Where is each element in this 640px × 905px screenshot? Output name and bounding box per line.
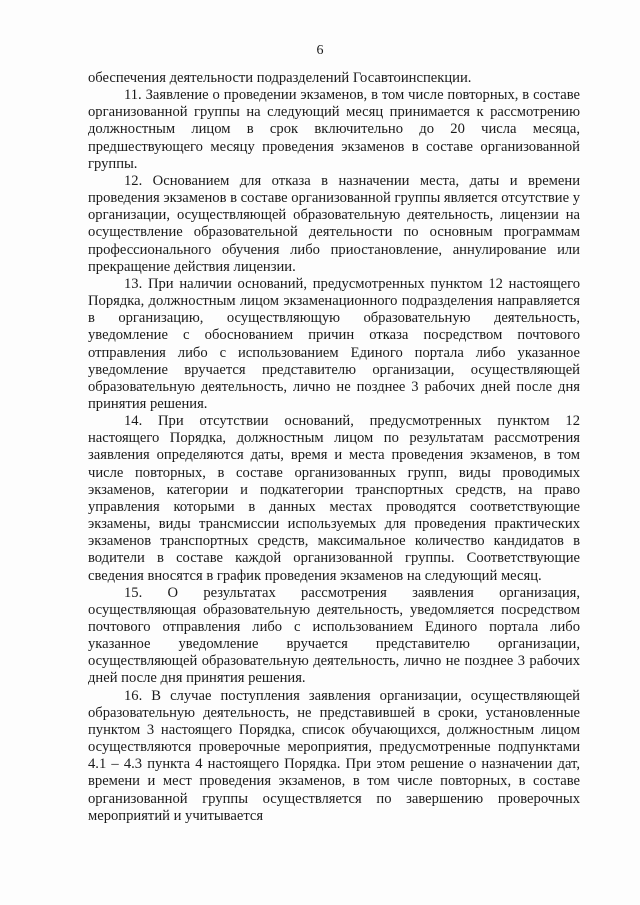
paragraph-13: 13. При наличии оснований, предусмотренных пунктом 12 настоящего Порядка, должностным лицом экзаменационного подразделения направляется в организацию, осуществляющую образовательную деятельность, уведомление с обоснованием причин отказа посредством почтового отправления либо с использованием Единого портала либо указанное уведомление вручается представителю организации, осуществляющей образовательную деятельность, лично не позднее 3 рабочих дней после дня принятия решения. [88,275,580,412]
paragraph-11: 11. Заявление о проведении экзаменов, в том числе повторных, в составе организованной группы на следующий месяц принимается к рассмотрению должностным лицом в срок включительно до 20 числа месяца, предшествующего месяцу проведения экзаменов в составе организованной группы. [88,87,580,172]
document-body [88,70,580,825]
page-number: 6 [316,43,324,58]
paragraph-16: 16. В случае поступления заявления организации, осуществляющей образовательную деятельность, не представившей в сроки, установленные пунктом 3 настоящего Порядка, список обучающихся, должностным лицом осуществляются проверочные мероприятия, предусмотренные подпунктами 4.1 – 4.3 пункта 4 настоящего Порядка. При этом решение о назначении дат, времени и мест проведения экзаменов, в том числе повторных, в составе организованной группы осуществляется по завершению проверочных мероприятий и учитывается [88,687,580,824]
paragraph-15: 15. О результатах рассмотрения заявления организация, осуществляющая образовательную деятельность, уведомляется посредством почтового отправления либо с использованием Единого портала либо указанное уведомление вручается представителю организации, осуществляющей образовательную деятельность, лично не позднее 3 рабочих дней после дня принятия решения. [88,584,580,687]
paragraph-continuation: обеспечения деятельности подразделений Госавтоинспекции. [88,70,472,86]
paragraph-12: 12. Основанием для отказа в назначении места, даты и времени проведения экзаменов в составе организованной группы является отсутствие у организации, осуществляющей образовательную деятельность, лицензии на осуществление образовательной деятельности по основным программам профессионального обучения либо приостановление, аннулирование или прекращение действия лицензии. [88,172,580,275]
paragraph-14: 14. При отсутствии оснований, предусмотренных пунктом 12 настоящего Порядка, должностным лицом по результатам рассмотрения заявления определяются даты, время и места проведения экзаменов, в том числе повторных, в составе организованных групп, виды проводимых экзаменов, категории и подкатегории транспортных средств, на право управления которыми в данных местах проводятся соответствующие экзамены, виды трансмиссии используемых для проведения практических экзаменов транспортных средств, максимальное количество кандидатов в водители в составе каждой организованной группы. Соответствующие сведения вносятся в график проведения экзаменов на следующий месяц. [88,413,580,584]
